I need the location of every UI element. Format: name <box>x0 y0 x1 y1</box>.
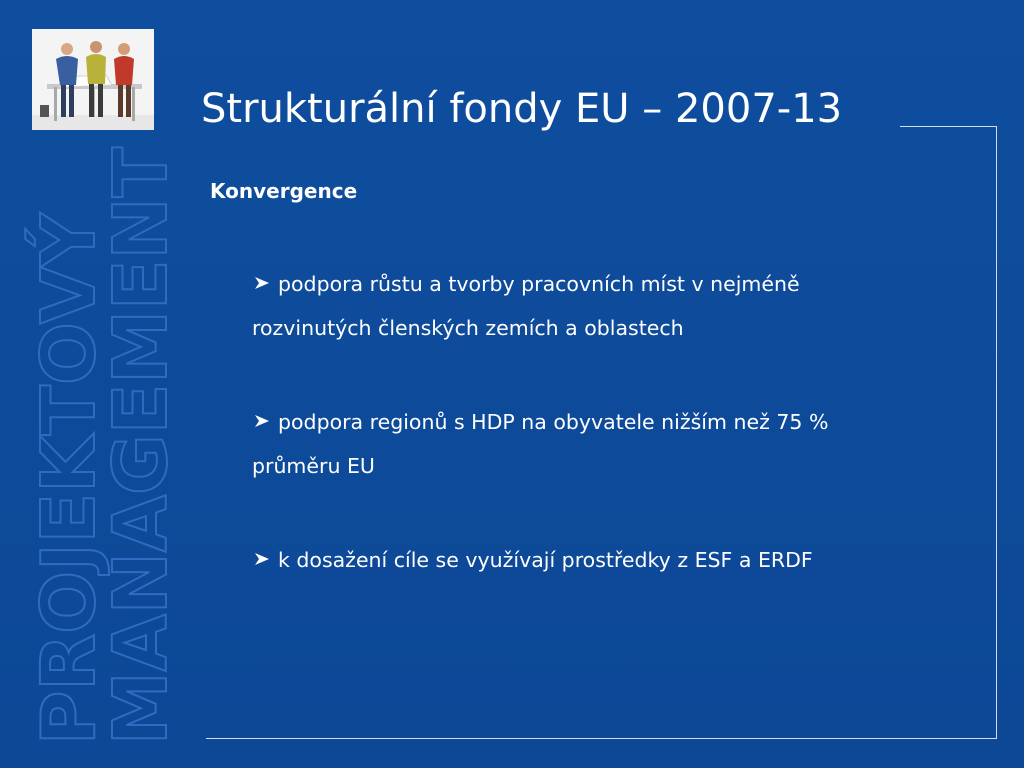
bullet-line-1 <box>252 538 992 582</box>
bullet-list <box>252 262 992 632</box>
bullet-item <box>252 400 992 488</box>
arrow-bullet-icon <box>252 273 272 293</box>
arrow-bullet-icon <box>252 411 272 431</box>
frame-right-line <box>996 126 997 739</box>
bullet-item <box>252 262 992 350</box>
slide-title: Strukturální fondy EU – 2007-13 <box>201 86 843 132</box>
bullet-text: k dosažení cíle se využívají prostředky z ESF a ERDF <box>278 548 813 572</box>
bullet-text-continued: rozvinutých členských zemích a oblastech <box>252 316 684 340</box>
frame-bottom-line <box>206 738 997 739</box>
bullet-text-continued: průměru EU <box>252 454 375 478</box>
arrow-bullet-icon <box>252 549 272 569</box>
bullet-text: podpora regionů s HDP na obyvatele nižším než 75 % <box>278 410 829 434</box>
bullet-text: podpora růstu a tvorby pracovních míst v nejméně <box>278 272 800 296</box>
slide-subtitle: Konvergence <box>210 179 358 203</box>
side-text-projektovy: PROJEKTOVÝ <box>26 213 112 745</box>
side-text-management: MANAGEMENT <box>98 147 184 745</box>
team-photo-icon <box>32 29 154 130</box>
bullet-line-1 <box>252 262 992 306</box>
frame-top-line <box>900 126 997 127</box>
bullet-line-1 <box>252 400 992 444</box>
bullet-item <box>252 538 992 582</box>
